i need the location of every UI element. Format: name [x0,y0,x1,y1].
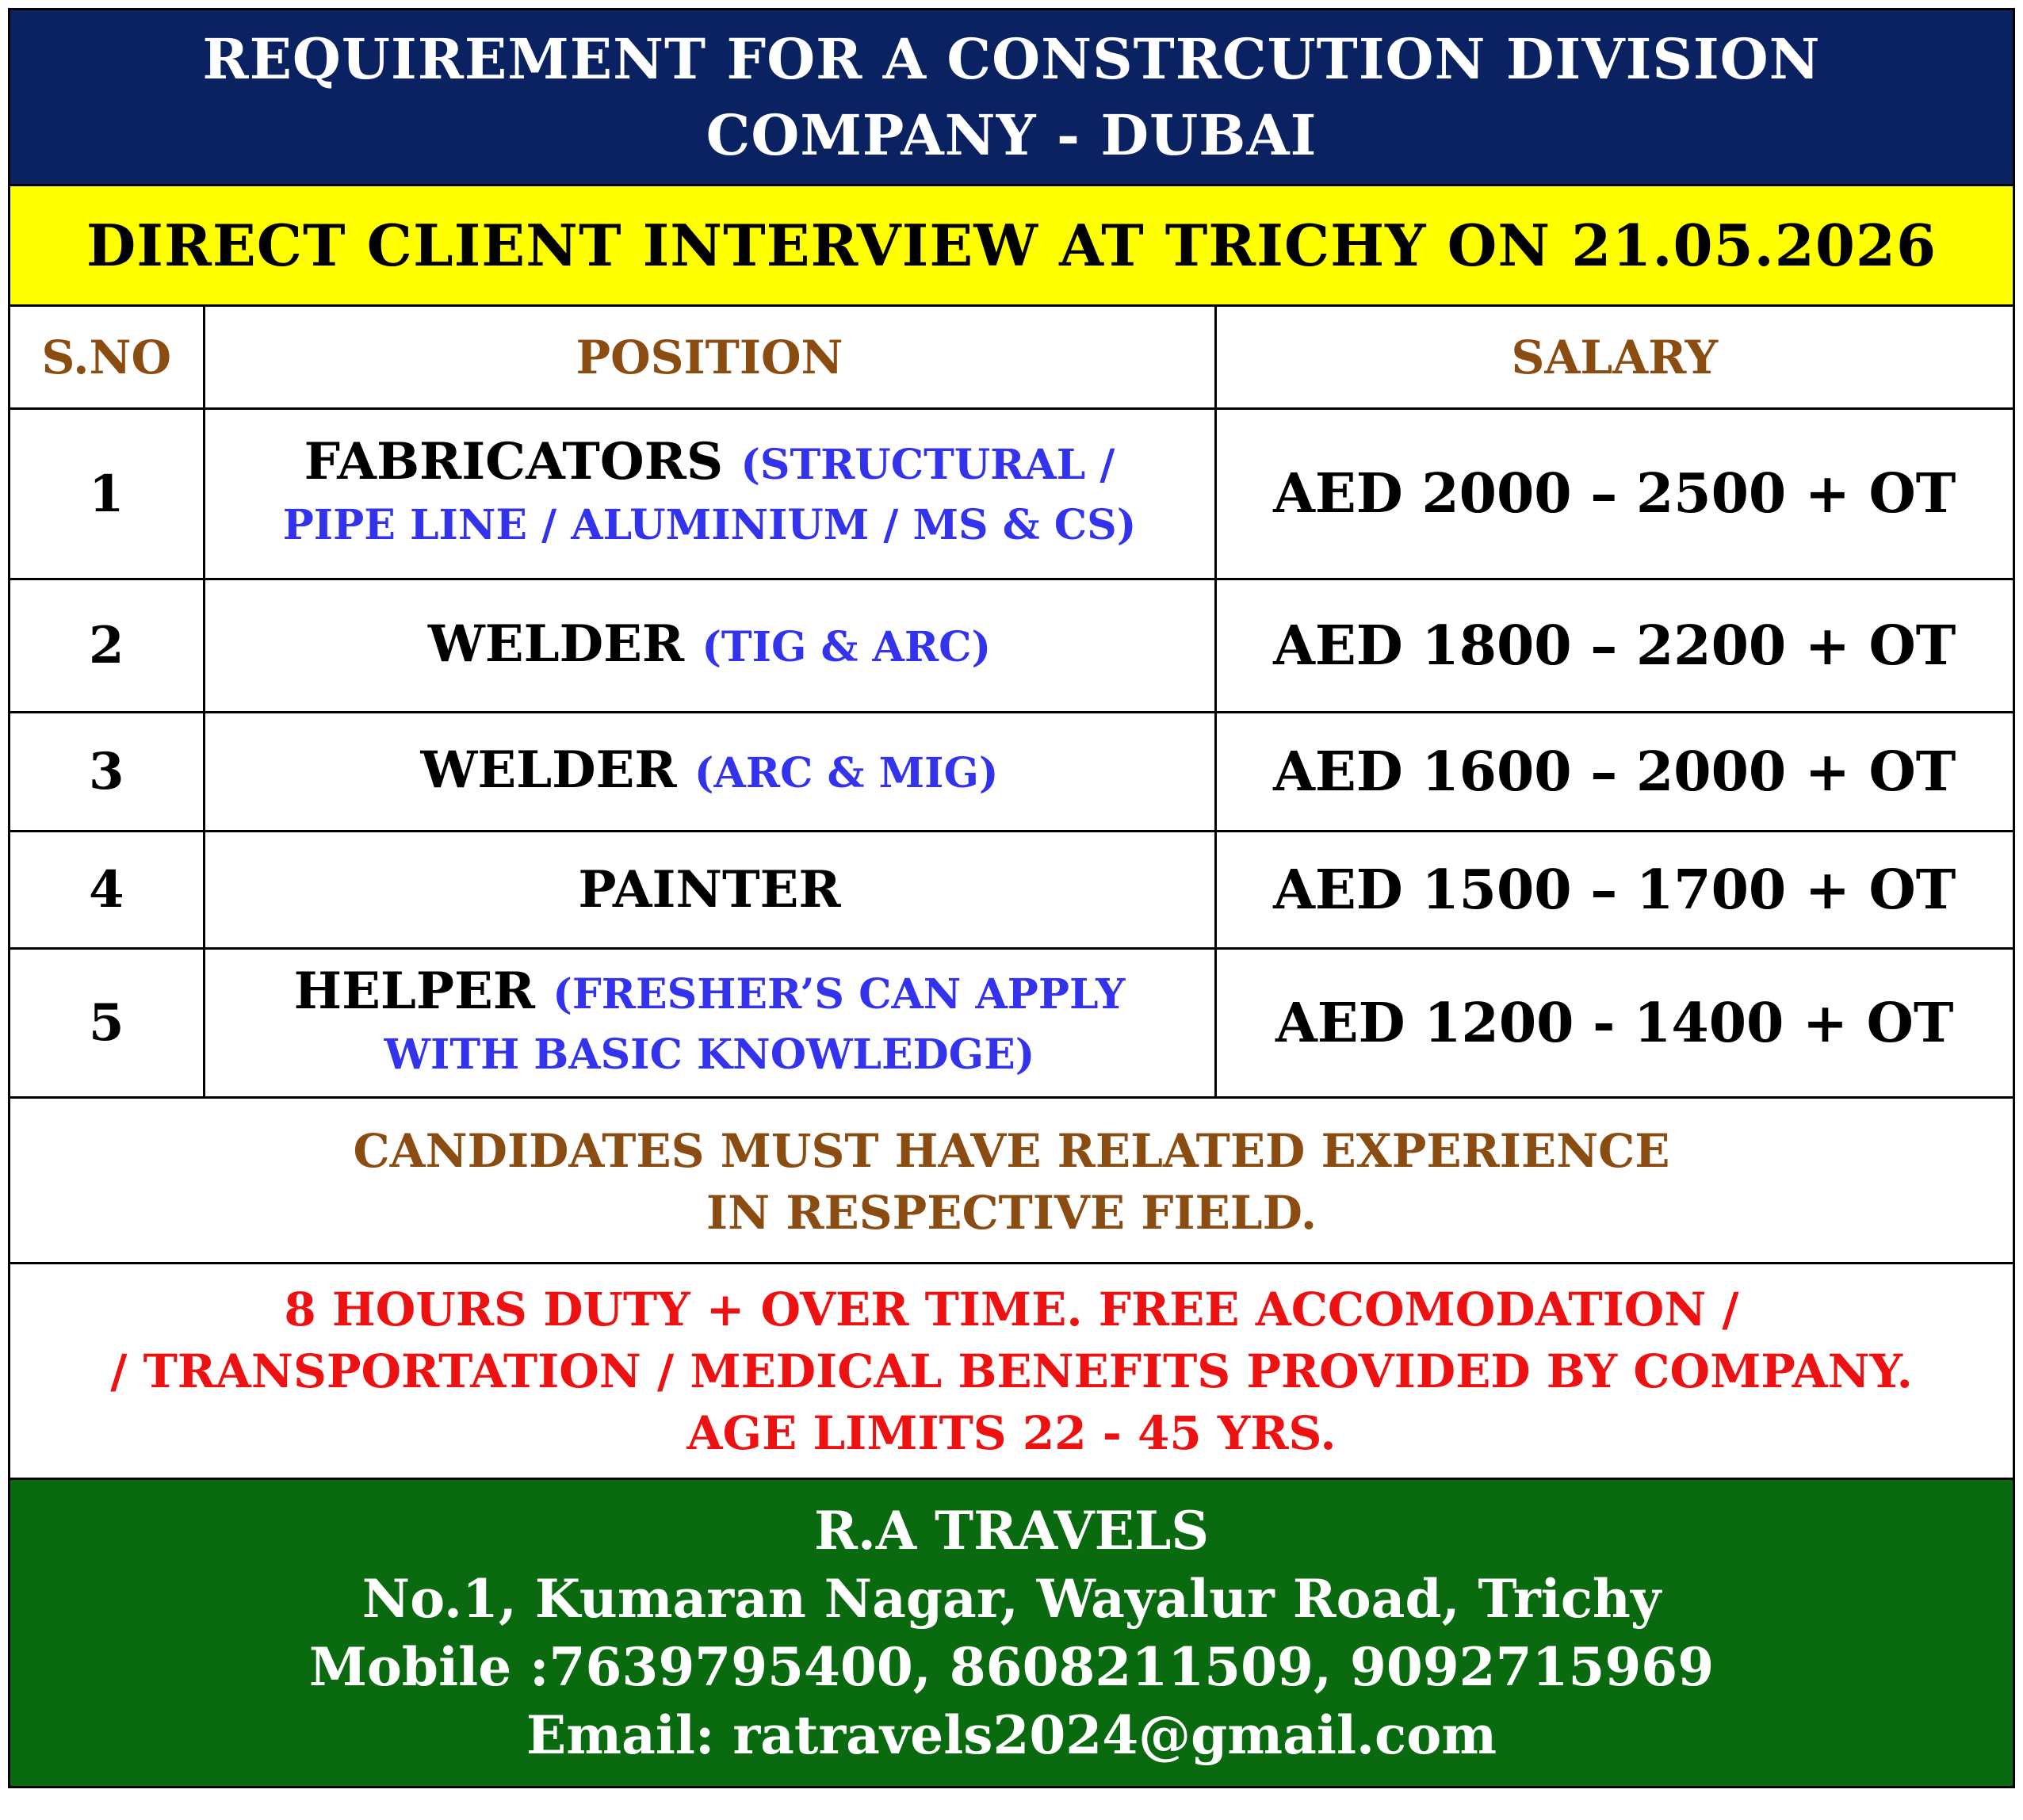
position-note: WITH BASIC KNOWLEDGE) [384,1030,1035,1079]
row-salary: AED 1800 – 2200 + OT [1215,579,2013,713]
interview-banner-text: DIRECT CLIENT INTERVIEW AT TRICHY ON 21.05.2026 [86,212,1937,279]
age-limit: AGE LIMITS 22 - 45 YRS. [686,1405,1337,1460]
row-sno: 5 [10,949,204,1098]
row-salary: AED 1500 – 1700 + OT [1215,832,2013,949]
position-title: WELDER [427,614,685,674]
positions-table [10,307,2013,1099]
row-sno: 3 [10,713,204,832]
job-poster [8,8,2015,1788]
position-title: FABRICATORS [304,432,724,491]
company-name: R.A TRAVELS [814,1500,1209,1562]
position-title: PAINTER [578,859,841,920]
header-sno: S.NO [10,307,204,409]
position-title: HELPER [293,961,535,1021]
company-email: Email: ratravels2024@gmail.com [526,1704,1497,1766]
requirement-line-2: IN RESPECTIVE FIELD. [706,1185,1317,1240]
row-salary: AED 2000 – 2500 + OT [1215,409,2013,579]
position-note: PIPE LINE / ALUMINIUM / MS & CS) [282,501,1137,549]
header-line-1: REQUIREMENT FOR A CONSTRCUTION DIVISION [202,25,1821,92]
benefits-section [10,1264,2013,1480]
table-header-row [10,307,2013,409]
table-row [10,409,2013,579]
header-salary: SALARY [1215,307,2013,409]
experience-requirement [10,1101,2013,1264]
position-title: WELDER [420,740,677,800]
row-sno: 4 [10,832,204,949]
benefits-line-2: / TRANSPORTATION / MEDICAL BENEFITS PROVIDED BY COMPANY. [110,1344,1913,1398]
table-row [10,579,2013,713]
table-row [10,949,2013,1098]
header-line-2: COMPANY - DUBAI [706,101,1317,168]
contact-footer [10,1480,2013,1786]
requirement-line-1: CANDIDATES MUST HAVE RELATED EXPERIENCE [353,1123,1670,1178]
position-note: (STRUCTURAL / [740,441,1115,489]
row-salary: AED 1600 – 2000 + OT [1215,713,2013,832]
position-note: (TIG & ARC) [702,622,992,671]
row-position [204,832,1215,949]
position-note: (FRESHER’S CAN APPLY [553,969,1126,1019]
poster-header [10,10,2013,186]
header-position: POSITION [204,307,1215,409]
row-position [204,713,1215,832]
table-row [10,713,2013,832]
row-position [204,409,1215,579]
company-mobile: Mobile :7639795400, 8608211509, 9092715969 [308,1636,1715,1698]
row-position [204,579,1215,713]
company-address: No.1, Kumaran Nagar, Wayalur Road, Trichy [361,1568,1662,1630]
row-sno: 2 [10,579,204,713]
row-sno: 1 [10,409,204,579]
row-position [204,949,1215,1098]
interview-banner [10,186,2013,307]
table-row [10,832,2013,949]
row-salary: AED 1200 - 1400 + OT [1215,949,2013,1098]
benefits-line-1: 8 HOURS DUTY + OVER TIME. FREE ACCOMODATION / [284,1282,1739,1336]
position-note: (ARC & MIG) [694,748,999,797]
